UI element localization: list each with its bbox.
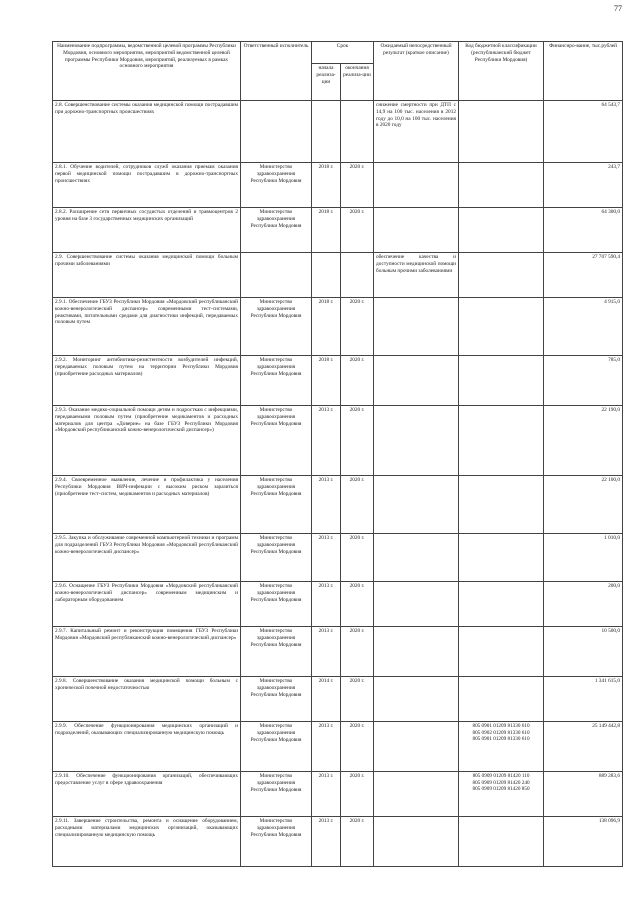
activity-name-cell: 2.9.11. Завершение строительства, ремонта и оснащение оборудованием, расходными материалами медицинских организаций, оказывающих специализированную медицинскую помощь xyxy=(53,817,241,867)
budget-code-cell xyxy=(459,772,544,817)
page-number: 77 xyxy=(614,4,622,13)
term-start-cell: 2018 г. xyxy=(312,208,341,253)
budget-code-line: 805 0909 01209 81420 110 xyxy=(472,773,530,779)
expected-result-cell xyxy=(374,582,459,627)
table-row xyxy=(53,817,623,867)
funding-amount-cell: 64 300,0 xyxy=(544,208,623,253)
term-start-cell: 2018 г. xyxy=(312,356,341,406)
budget-code-cell xyxy=(459,677,544,722)
budget-code-cell xyxy=(459,253,544,298)
budget-code-cell xyxy=(459,582,544,627)
expected-result-cell xyxy=(374,722,459,772)
responsible-cell: Министерство здравоохранения Республики Мордовия xyxy=(241,208,312,253)
funding-amount-cell: 64 543,7 xyxy=(544,101,623,163)
term-end-cell: 2020 г. xyxy=(341,208,374,253)
header-funding: Финансиро-вание, тыс.рублей xyxy=(544,42,623,101)
header-result: Ожидаемый непосредственный результат (краткое описание) xyxy=(374,42,459,101)
term-start-cell: 2013 г. xyxy=(312,406,341,476)
responsible-cell: Министерство здравоохранения Республики Мордовия xyxy=(241,817,312,867)
table-row xyxy=(53,253,623,298)
responsible-cell: Министерство здравоохранения Республики Мордовия xyxy=(241,476,312,534)
term-start-cell: 2013 г. xyxy=(312,722,341,772)
responsible-cell: Министерство здравоохранения Республики Мордовия xyxy=(241,534,312,582)
expected-result-cell xyxy=(374,627,459,677)
expected-result-cell xyxy=(374,163,459,208)
program-activities-table xyxy=(52,41,623,867)
header-name: Наименование подпрограммы, ведомственной целевой программы Республики Мордовия, основного мероприятия, мероприятий ведомственной целевой программы Республики Мордовия, мероприятий, реализуемых в рамках основного мероприятия xyxy=(53,42,241,101)
funding-amount-cell: 22 100,0 xyxy=(544,476,623,534)
funding-amount-cell: 1 341 615,0 xyxy=(544,677,623,722)
term-start-cell: 2013 г. xyxy=(312,817,341,867)
term-start-cell xyxy=(312,253,341,298)
table-row xyxy=(53,582,623,627)
term-end-cell: 2020 г. xyxy=(341,356,374,406)
funding-amount-cell: 785,0 xyxy=(544,356,623,406)
term-end-cell: 2020 г. xyxy=(341,534,374,582)
term-start-cell xyxy=(312,101,341,163)
activity-name-cell: 2.8.2. Расширение сети первичных сосудистых отделений и травмоцентров 2 уровня на базе 3 государственных медицинских организаций xyxy=(53,208,241,253)
budget-code-cell xyxy=(459,534,544,582)
budget-code-cell xyxy=(459,817,544,867)
budget-code-line: 805 0902 01209 81330 610 xyxy=(472,729,530,736)
funding-amount-cell: 10 500,0 xyxy=(544,627,623,677)
term-start-cell: 2018 г. xyxy=(312,298,341,356)
table-row xyxy=(53,722,623,772)
term-end-cell: 2020 г. xyxy=(341,627,374,677)
expected-result-cell xyxy=(374,817,459,867)
activity-name-cell: 2.9.9. Обеспечение функционирования медицинских организаций и подразделений, оказывающих специализированную медицинскую помощь xyxy=(53,722,241,772)
activity-name-cell: 2.9. Совершенствование системы оказания медицинской помощи больным прочими заболеваниями xyxy=(53,253,241,298)
activity-name-cell: 2.9.8. Совершенствование оказания медицинской помощи больным с хронической почечной недостаточностью xyxy=(53,677,241,722)
activity-name-cell: 2.8.1. Обучение водителей, сотрудников служб оказания приемам оказания первой медицинской помощи пострадавшим в дорожно-транспортных происшествиях xyxy=(53,163,241,208)
expected-result-cell xyxy=(374,534,459,582)
header-budget-code: Код бюджетной классификации (республиканский бюджет Республики Мордовия) xyxy=(459,42,544,101)
funding-amount-cell: 25 149 442,8 xyxy=(544,722,623,772)
budget-code-line: 805 0909 01209 81420 240 xyxy=(472,779,530,786)
responsible-cell: Министерство здравоохранения Республики Мордовия xyxy=(241,772,312,817)
budget-code-cell xyxy=(459,722,544,772)
funding-amount-cell: 1 010,0 xyxy=(544,534,623,582)
budget-code-cell xyxy=(459,356,544,406)
term-end-cell: 2020 г. xyxy=(341,582,374,627)
budget-code-cell xyxy=(459,406,544,476)
table-row xyxy=(53,298,623,356)
term-end-cell: 2020 г. xyxy=(341,406,374,476)
expected-result-cell: снижение смертности при ДТП с 14,9 на 100 тыс. населения в 2012 году до 10,0 на 100 тыс. населения в 2020 году xyxy=(374,101,459,163)
funding-amount-cell: 22 190,0 xyxy=(544,406,623,476)
funding-amount-cell: 243,7 xyxy=(544,163,623,208)
term-end-cell: 2020 г. xyxy=(341,677,374,722)
term-end-cell: 2020 г. xyxy=(341,163,374,208)
table-row xyxy=(53,208,623,253)
activity-name-cell: 2.9.4. Своевременное выявление, лечение и профилактика у населения Республики Мордовия ВИЧ-инфекции с высоким риском заразиться (приобретение тест-систем, медикаментов и расходных материалов) xyxy=(53,476,241,534)
budget-code-line: 805 0901 01209 81330 610 xyxy=(472,723,530,729)
responsible-cell: Министерство здравоохранения Республики Мордовия xyxy=(241,356,312,406)
header-term: Срок xyxy=(312,42,374,64)
term-start-cell: 2014 г. xyxy=(312,677,341,722)
responsible-cell: Министерство здравоохранения Республики Мордовия xyxy=(241,582,312,627)
responsible-cell: Министерство здравоохранения Республики Мордовия xyxy=(241,406,312,476)
term-start-cell: 2013 г. xyxy=(312,582,341,627)
funding-amount-cell: 4 915,0 xyxy=(544,298,623,356)
budget-code-cell xyxy=(459,208,544,253)
responsible-cell: Министерство здравоохранения Республики Мордовия xyxy=(241,627,312,677)
term-start-cell: 2013 г. xyxy=(312,476,341,534)
activity-name-cell: 2.9.10. Обеспечение функционирования организаций, обеспечивающих предоставление услуг в сфере здравоохранения xyxy=(53,772,241,817)
term-end-cell xyxy=(341,253,374,298)
activity-name-cell: 2.9.1. Обеспечение ГБУЗ Республики Мордовия «Мордовский республиканский кожно-венерологический диспансер» современными тест-системами, реактивами, питательными средами для диагностики инфекций, передаваемых половым путем xyxy=(53,298,241,356)
budget-code-cell xyxy=(459,101,544,163)
term-end-cell: 2020 г. xyxy=(341,772,374,817)
term-end-cell: 2020 г. xyxy=(341,476,374,534)
term-start-cell: 2018 г. xyxy=(312,163,341,208)
funding-amount-cell: 200,0 xyxy=(544,582,623,627)
activity-name-cell: 2.9.5. Закупка и обслуживание современной компьютерной техники и программ для подразделений ГБУЗ Республики Мордовия «Мордовский республиканский кожно-венерологический диспансер» xyxy=(53,534,241,582)
header-term-end: окончания реализа-ции xyxy=(341,64,374,101)
term-start-cell: 2013 г. xyxy=(312,772,341,817)
expected-result-cell xyxy=(374,476,459,534)
budget-code-cell xyxy=(459,298,544,356)
expected-result-cell xyxy=(374,406,459,476)
responsible-cell xyxy=(241,253,312,298)
budget-code-line: 805 0901 01209 81330 610 xyxy=(472,736,530,743)
responsible-cell: Министерство здравоохранения Республики Мордовия xyxy=(241,677,312,722)
table-row xyxy=(53,163,623,208)
table-row xyxy=(53,772,623,817)
table-row xyxy=(53,677,623,722)
activity-name-cell: 2.9.7. Капитальный ремонт и реконструкция помещения ГБУЗ Республики Мордовия «Мордовский республиканский кожно-венерологический диспансер» xyxy=(53,627,241,677)
expected-result-cell xyxy=(374,298,459,356)
header-term-start: начала реализа-ции xyxy=(312,64,341,101)
table-row xyxy=(53,627,623,677)
expected-result-cell xyxy=(374,677,459,722)
table-row xyxy=(53,476,623,534)
expected-result-cell xyxy=(374,208,459,253)
table-row xyxy=(53,534,623,582)
term-end-cell: 2020 г. xyxy=(341,298,374,356)
table-row xyxy=(53,101,623,163)
responsible-cell: Министерство здравоохранения Республики Мордовия xyxy=(241,298,312,356)
budget-code-cell xyxy=(459,627,544,677)
budget-code-line: 805 0909 01209 81420 850 xyxy=(472,786,530,793)
expected-result-cell xyxy=(374,772,459,817)
expected-result-cell xyxy=(374,356,459,406)
term-start-cell: 2013 г. xyxy=(312,627,341,677)
funding-amount-cell: 27 707 590,4 xyxy=(544,253,623,298)
table-body xyxy=(53,101,623,867)
funding-amount-cell: 138 096,9 xyxy=(544,817,623,867)
table-row xyxy=(53,406,623,476)
responsible-cell xyxy=(241,101,312,163)
term-end-cell: 2020 г. xyxy=(341,817,374,867)
header-responsible: Ответственный исполнитель xyxy=(241,42,312,101)
responsible-cell: Министерство здравоохранения Республики Мордовия xyxy=(241,163,312,208)
term-end-cell: 2020 г. xyxy=(341,722,374,772)
activity-name-cell: 2.8. Совершенствование системы оказания медицинской помощи пострадавшим при дорожно-транспортных происшествиях xyxy=(53,101,241,163)
expected-result-cell: обеспечение качества и доступности медицинской помощи больным прочими заболеваниями xyxy=(374,253,459,298)
table-row xyxy=(53,356,623,406)
funding-amount-cell: 889 283,6 xyxy=(544,772,623,817)
responsible-cell: Министерство здравоохранения Республики Мордовия xyxy=(241,722,312,772)
activity-name-cell: 2.9.6. Оснащение ГБУЗ Республики Мордовия «Мордовский республиканский кожно-венерологический диспансер» современным медицинским и лабораторным оборудованием xyxy=(53,582,241,627)
term-end-cell xyxy=(341,101,374,163)
activity-name-cell: 2.9.3. Оказание медико-социальной помощи детям и подросткам с инфекциями, передаваемыми половым путем (приобретение медикаментов и расходных материалов для центра «Доверие» на базе ГБУЗ Республики Мордовия «Мордовский республиканский кожно-венерологический диспансер») xyxy=(53,406,241,476)
term-start-cell: 2013 г. xyxy=(312,534,341,582)
budget-code-cell xyxy=(459,476,544,534)
activity-name-cell: 2.9.2. Мониторинг антибиотико-резистентности возбудителей инфекций, передаваемых половым путем на территории Республики Мордовия (приобретение расходных материалов) xyxy=(53,356,241,406)
budget-code-cell xyxy=(459,163,544,208)
